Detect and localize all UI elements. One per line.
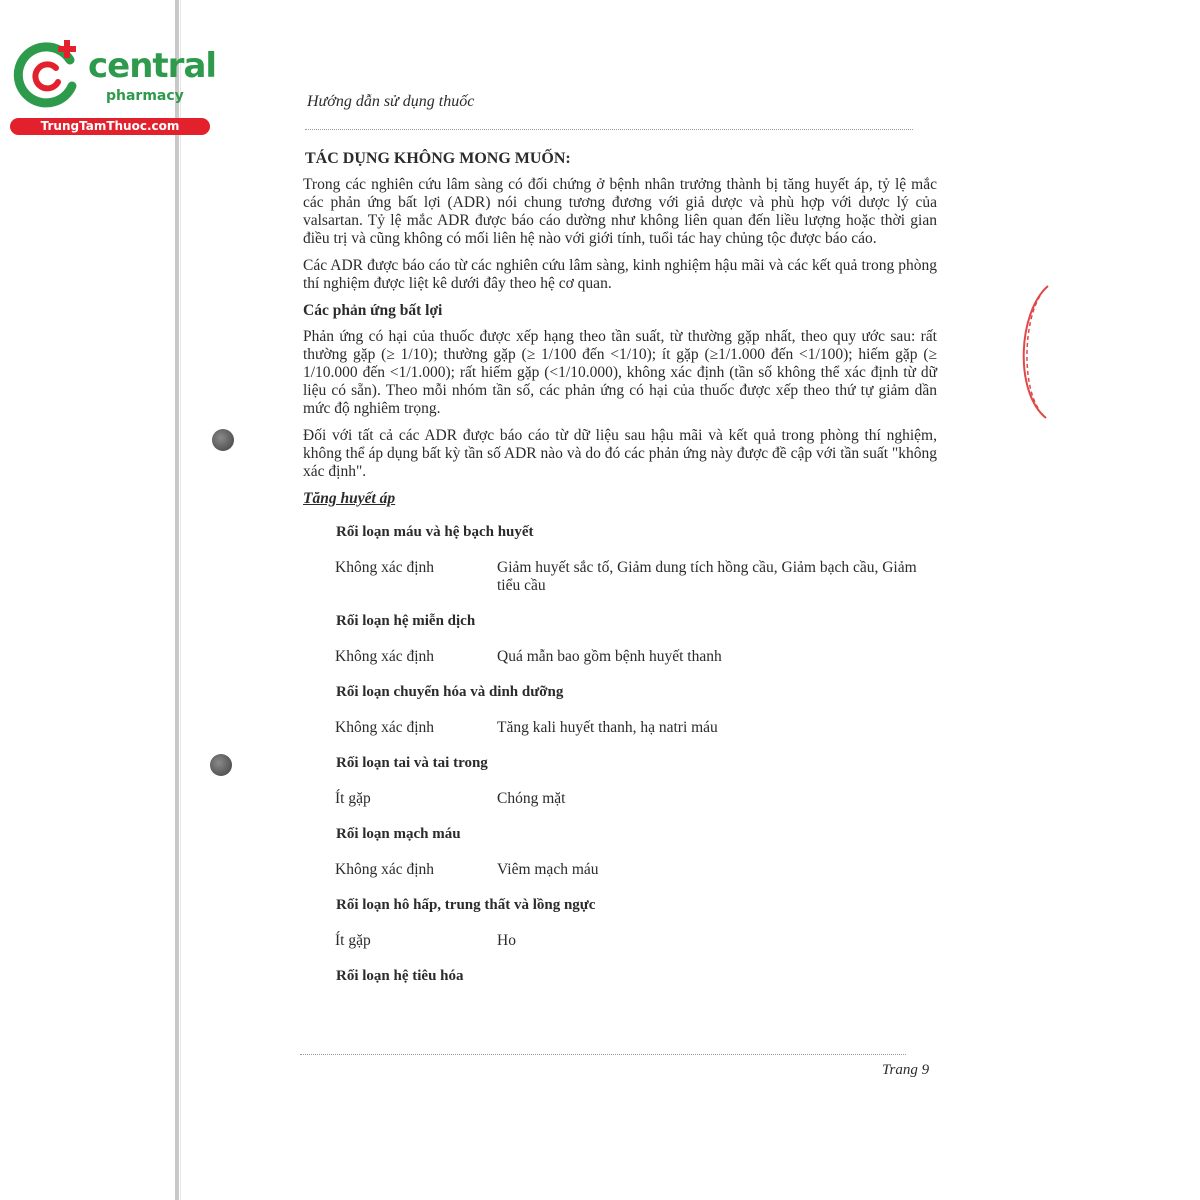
frequency: Ít gặp <box>335 790 371 807</box>
paper-edge-shadow <box>180 0 181 1200</box>
logo-brand-text: central <box>88 46 217 86</box>
footer-rule <box>300 1054 906 1055</box>
document-header: Hướng dẫn sử dụng thuốc <box>307 93 475 110</box>
adr-row <box>335 648 937 666</box>
frequency: Ít gặp <box>335 932 371 949</box>
punch-hole-top <box>212 429 234 451</box>
paragraph: Trong các nghiên cứu lâm sàng có đối chứng ở bệnh nhân trưởng thành bị tăng huyết áp, tỷ lệ mắc các phản ứng bất lợi (ADR) nói chung tương đương với giả dược và phù hợp với dược lý của valsartan. Tỷ lệ mắc ADR được báo cáo dường như không liên quan đến liều lượng hoặc thời gian điều trị và cũng không có mối liên hệ nào với giới tính, tuổi tác hay chủng tộc được báo cáo. <box>303 176 937 247</box>
adverse-effects: Chóng mặt <box>497 790 566 807</box>
paragraph: Phản ứng có hại của thuốc được xếp hạng theo tần suất, từ thường gặp nhất, theo quy ước sau: rất thường gặp (≥ 1/10); thường gặp (≥ 1/100 đến <1/10); ít gặp (≥1/1.000 đến <1/100); hiếm gặp (≥ 1/10.000 đến <1/1.000); rất hiếm gặp (<1/10.000), không xác định (tần số không thể xác định từ dữ liệu có sẵn). Theo mỗi nhóm tần số, các phản ứng có hại của thuốc được xếp theo thứ tự giảm dần mức độ nghiêm trọng. <box>303 328 937 417</box>
frequency: Không xác định <box>335 648 435 665</box>
indication-heading: Tăng huyết áp <box>303 490 396 507</box>
adverse-effects: Viêm mạch máu <box>497 861 599 878</box>
organ-system-heading: Rối loạn hệ tiêu hóa <box>336 968 464 984</box>
adr-row <box>335 559 937 595</box>
adverse-effects: Quá mẫn bao gồm bệnh huyết thanh <box>497 648 722 665</box>
organ-system-heading: Rối loạn hô hấp, trung thất và lồng ngực <box>336 897 596 913</box>
paragraph: Đối với tất cả các ADR được báo cáo từ dữ liệu sau hậu mãi và kết quả trong phòng thí nghiệm, không thể áp dụng bất kỳ tần số ADR nào và do đó các phản ứng này được đề cập với tần suất "không xác định". <box>303 427 937 480</box>
section-title: TÁC DỤNG KHÔNG MONG MUỐN: <box>305 150 571 167</box>
adverse-effects: Tăng kali huyết thanh, hạ natri máu <box>497 719 718 736</box>
paper-edge <box>175 0 179 1200</box>
organ-system-heading: Rối loạn máu và hệ bạch huyết <box>336 524 534 540</box>
organ-system-heading: Rối loạn hệ miễn dịch <box>336 613 476 629</box>
adr-row <box>335 861 937 879</box>
organ-system-heading: Rối loạn tai và tai trong <box>336 755 488 771</box>
organ-system-heading: Rối loạn chuyển hóa và dinh dưỡng <box>336 684 564 700</box>
central-pharmacy-logo <box>10 38 215 136</box>
frequency: Không xác định <box>335 559 435 576</box>
header-rule <box>305 129 913 130</box>
adverse-effects: Giảm huyết sắc tố, Giảm dung tích hồng cầu, Giảm bạch cầu, Giảm tiểu cầu <box>497 559 917 594</box>
logo-sub-text: pharmacy <box>106 88 184 104</box>
adr-row <box>335 932 937 950</box>
logo-site-banner: TrungTamThuoc.com <box>10 118 210 135</box>
organ-system-heading: Rối loạn mạch máu <box>336 826 461 842</box>
frequency: Không xác định <box>335 861 435 878</box>
red-stamp-fragment <box>1010 282 1050 422</box>
punch-hole-bottom <box>210 754 232 776</box>
subheading: Các phản ứng bất lợi <box>303 302 443 319</box>
frequency: Không xác định <box>335 719 435 736</box>
document-body <box>303 150 937 1003</box>
page-number: Trang 9 <box>882 1062 930 1078</box>
pharmacy-cross-logo-icon <box>10 38 82 110</box>
adr-row <box>335 719 937 737</box>
adr-row <box>335 790 937 808</box>
adverse-effects: Ho <box>497 932 516 949</box>
paragraph: Các ADR được báo cáo từ các nghiên cứu lâm sàng, kinh nghiệm hậu mãi và các kết quả trong phòng thí nghiệm được liệt kê dưới đây theo hệ cơ quan. <box>303 257 937 292</box>
